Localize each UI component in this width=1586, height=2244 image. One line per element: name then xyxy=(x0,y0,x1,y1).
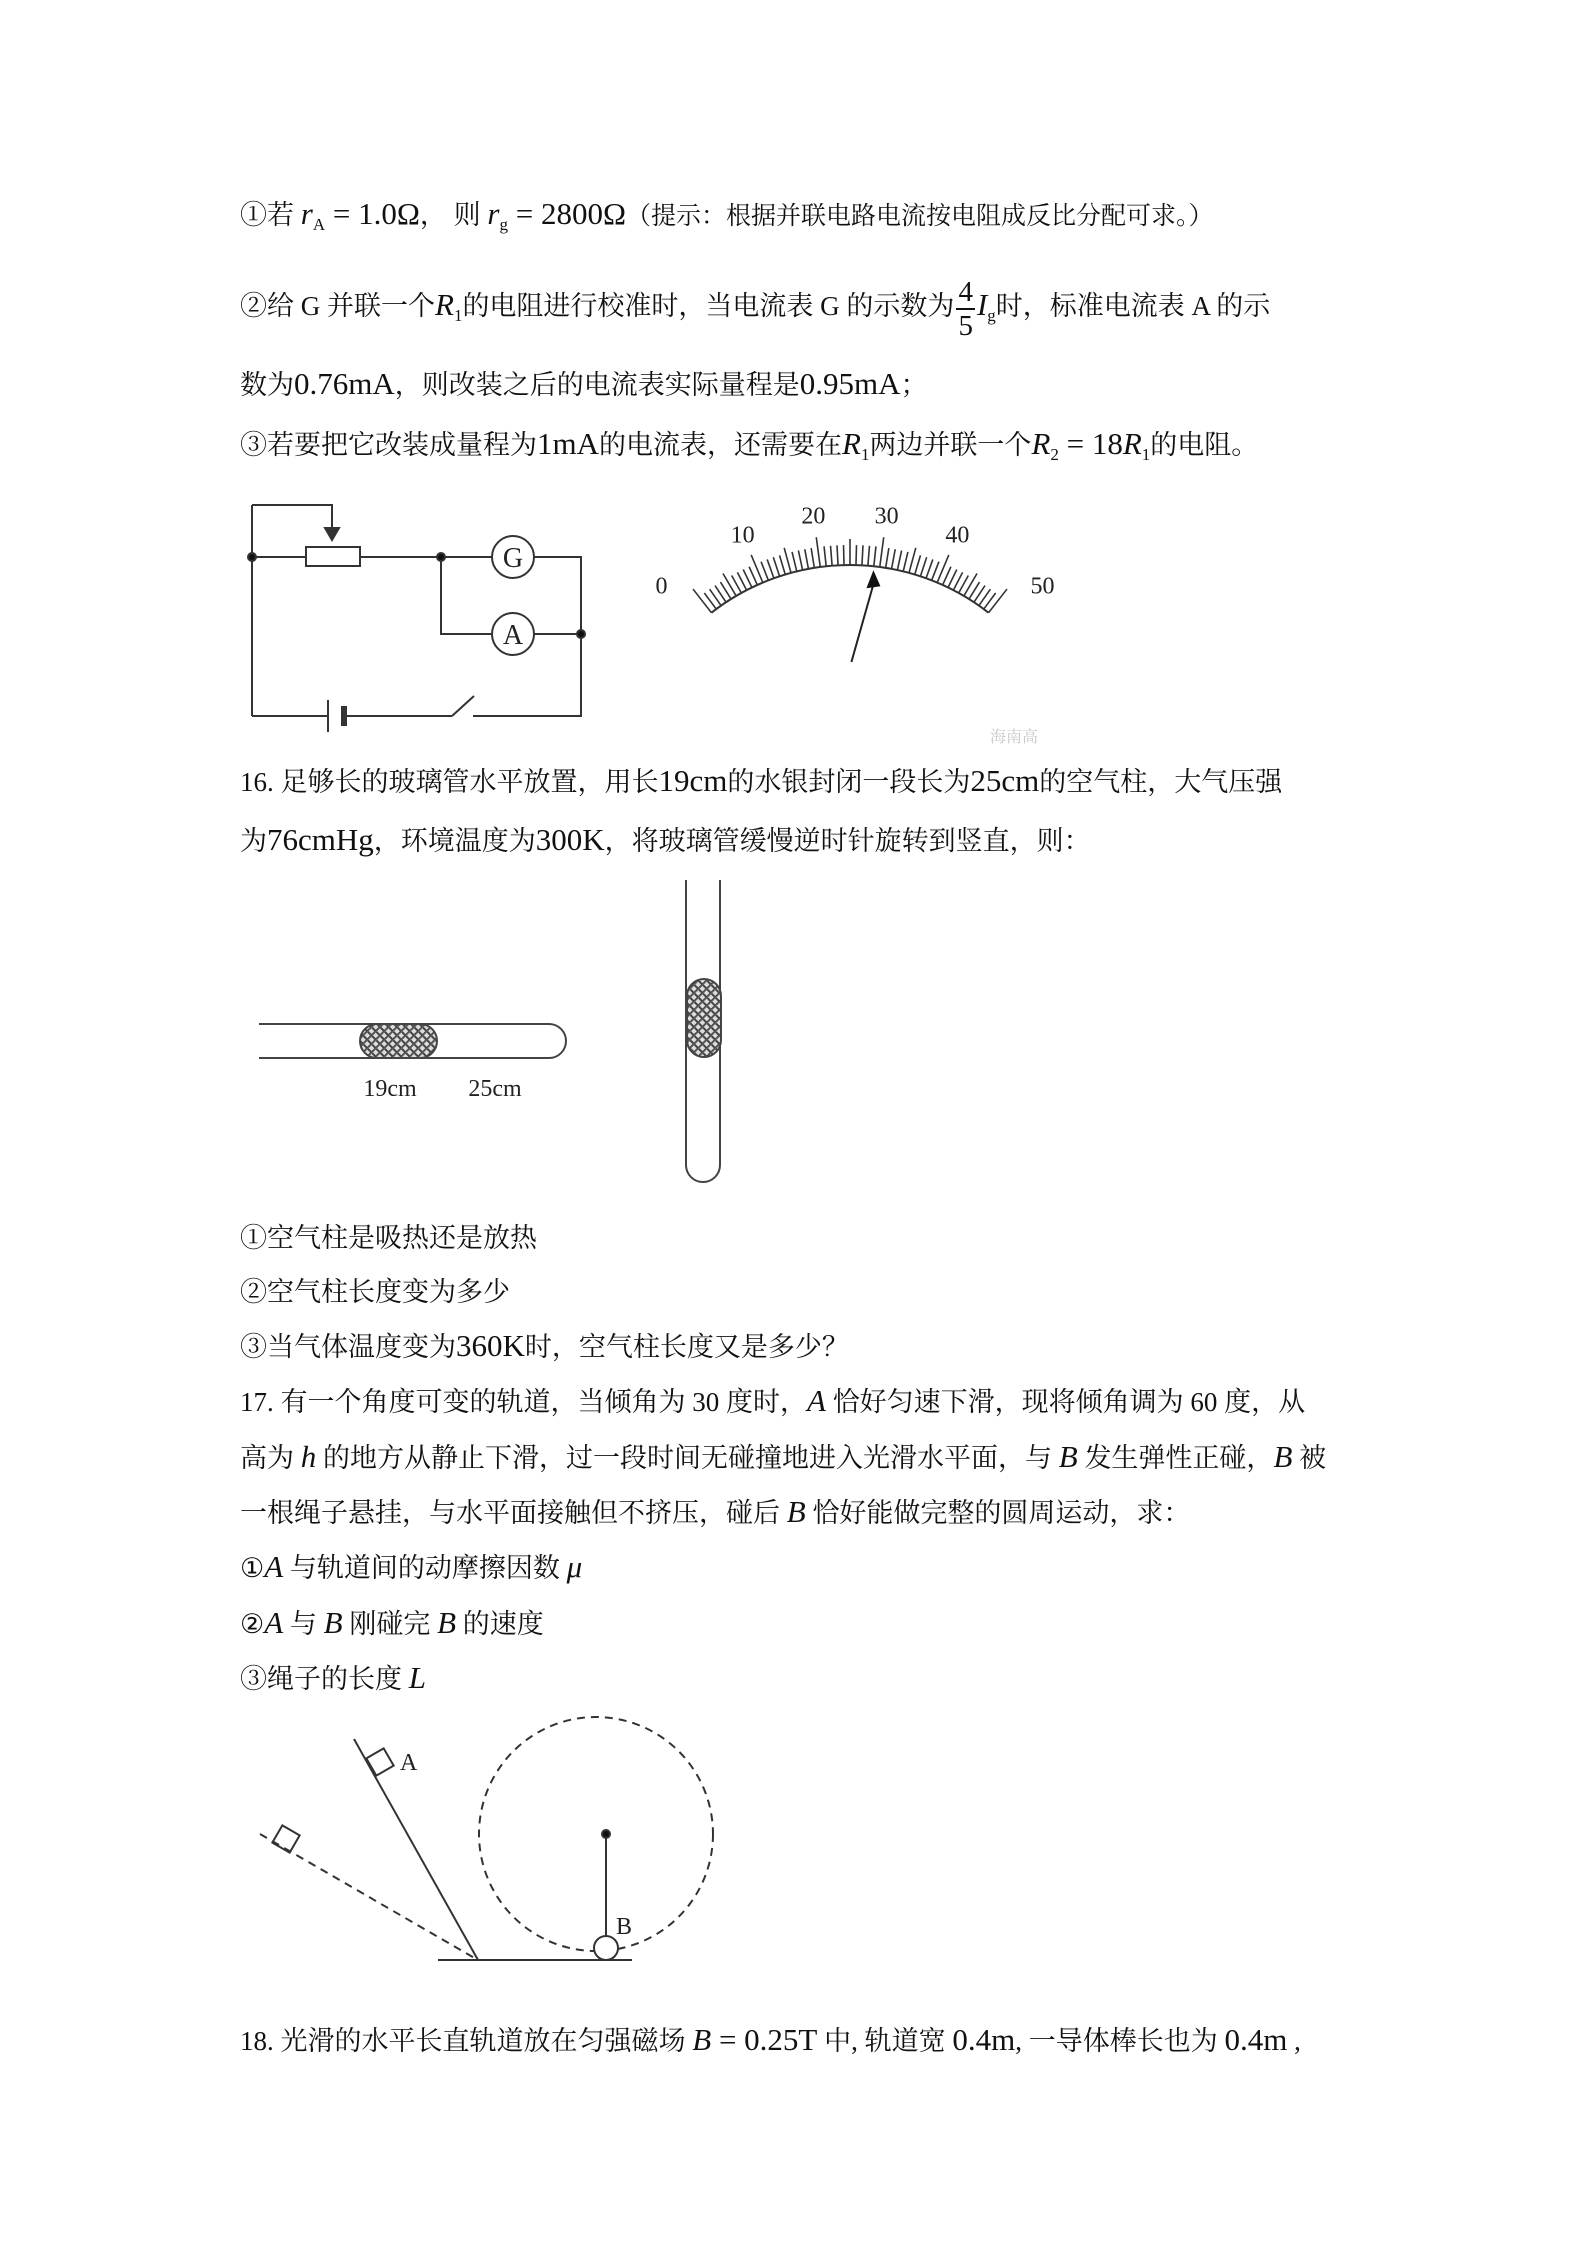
symbol: A xyxy=(807,1383,826,1418)
meter-scale-label: 0 xyxy=(655,573,668,600)
meter-tick xyxy=(937,555,949,583)
pivot-dot xyxy=(602,1830,610,1838)
text: 时，标准电流表 A 的示 xyxy=(995,291,1271,322)
value: 0.4m xyxy=(952,2022,1016,2057)
value: 19cm xyxy=(658,763,728,798)
meter-tick xyxy=(920,557,926,576)
rheostat xyxy=(306,547,360,566)
meter-tick xyxy=(824,546,826,566)
junction-dot xyxy=(577,630,585,638)
meter-tick xyxy=(693,589,711,613)
item-marker: ③ xyxy=(240,430,267,460)
value: = 0.25T xyxy=(711,2022,818,2057)
q15-part2-line1 xyxy=(240,276,1270,342)
text: 空气柱是吸热还是放热 xyxy=(267,1223,537,1253)
text: 恰好能做完整的圆周运动，求： xyxy=(805,1498,1191,1528)
meter-arc xyxy=(711,565,988,613)
text: 被 xyxy=(1292,1443,1327,1473)
text: 的电阻进行校准时，当电流表 G 的示数为 xyxy=(462,291,955,322)
ball-b xyxy=(594,1936,618,1960)
text: 为 xyxy=(240,826,267,856)
needle-arrow-icon xyxy=(866,570,880,588)
text: 16. 足够长的玻璃管水平放置，用长 xyxy=(240,767,659,797)
symbol-rg: $r_g$ xyxy=(487,196,508,234)
meter-tick xyxy=(897,550,901,570)
text: 刚碰完 xyxy=(342,1609,438,1639)
meter-tick xyxy=(862,545,863,565)
value: 0.95mA xyxy=(799,366,901,401)
meter-tick xyxy=(886,548,889,568)
q15-part2-line2 xyxy=(240,366,928,403)
symbol-rA: $r_A$ xyxy=(300,196,326,234)
symbol-R1: $R_1$ xyxy=(1122,426,1151,464)
meter-tick xyxy=(874,546,876,566)
block-a xyxy=(366,1748,393,1775)
mercury-column-vertical xyxy=(687,979,721,1057)
text: 若要把它改装成量程为 xyxy=(267,430,537,460)
meter-needle xyxy=(851,570,880,662)
q17-line2 xyxy=(240,1439,1326,1476)
meter-tick xyxy=(811,548,814,568)
meter-tick xyxy=(784,548,791,573)
q16-line2 xyxy=(240,822,1091,859)
symbol-R1: $R_1$ xyxy=(842,426,870,464)
symbol: B xyxy=(786,1494,806,1529)
text: 若 xyxy=(267,200,294,230)
text: 的地方从静止下滑，过一段时间无碰撞地进入光滑水平面，与 xyxy=(316,1443,1059,1473)
text: ，将玻璃管缓慢逆时针旋转到竖直，则： xyxy=(604,826,1091,856)
meter-tick xyxy=(773,557,779,576)
text: 与轨道间的动摩擦因数 xyxy=(283,1553,567,1583)
wire xyxy=(473,557,581,716)
text: 18. 光滑的水平长直轨道放在匀强磁场 xyxy=(240,2026,693,2056)
wire xyxy=(252,505,332,528)
meter-tick xyxy=(989,589,1007,613)
q18-line1 xyxy=(240,2022,1301,2059)
text: 数为 xyxy=(240,370,294,400)
meter-tick xyxy=(831,546,833,566)
item-marker: ② xyxy=(240,1609,265,1639)
text: ； xyxy=(900,370,928,400)
glass-tube-diagram xyxy=(240,870,760,1210)
fraction: $\frac{4}{5}$ xyxy=(958,276,973,342)
symbol: B xyxy=(1273,1439,1293,1474)
text: 的空气柱，大气压强 xyxy=(1039,767,1283,797)
text: 绳子的长度 xyxy=(267,1664,409,1694)
circular-path xyxy=(479,1717,713,1951)
text: 的水银封闭一段长为 xyxy=(727,767,971,797)
air-length-label: 25cm xyxy=(468,1076,522,1102)
slider-arrow-icon xyxy=(325,528,339,540)
q15-part1 xyxy=(240,196,1214,243)
meter-tick xyxy=(792,552,797,571)
meter-scale-label: 10 xyxy=(730,522,755,549)
q17-part1 xyxy=(240,1549,582,1586)
item-marker: ① xyxy=(240,1553,265,1583)
q16-part2 xyxy=(240,1274,510,1310)
meter-tick xyxy=(751,555,763,583)
symbol: A xyxy=(264,1549,284,1584)
circuit-diagram xyxy=(240,490,600,730)
junction-dot xyxy=(248,553,256,561)
meter-scale-label: 50 xyxy=(1030,573,1055,600)
symbol: h xyxy=(300,1439,317,1474)
meter-tick xyxy=(926,559,933,578)
q17-line1 xyxy=(240,1383,1305,1420)
q17-part2 xyxy=(240,1605,544,1642)
symbol: A xyxy=(264,1605,284,1640)
mercury-column-horizontal xyxy=(360,1024,437,1058)
symbol: B xyxy=(1058,1439,1078,1474)
meter-tick xyxy=(868,546,870,566)
value: 0.4m xyxy=(1224,2022,1288,2057)
text: 空气柱长度变为多少 xyxy=(267,1277,510,1307)
text: ，环境温度为 xyxy=(373,826,536,856)
galvanometer-label: G xyxy=(502,543,524,574)
hint-text: （提示：根据并联电路电流按电阻成反比分配可求。） xyxy=(626,203,1214,230)
text: 的速度 xyxy=(456,1609,544,1639)
meter-tick xyxy=(723,574,736,596)
text: 中, 轨道宽 xyxy=(817,2026,953,2056)
text: 恰好匀速下滑，现将倾角调为 60 度，从 xyxy=(825,1387,1306,1417)
watermark: 海南高 xyxy=(990,727,1039,746)
text: 给 G 并联一个 xyxy=(267,291,435,322)
value: 76cmHg xyxy=(267,822,374,857)
text: 发生弹性正碰， xyxy=(1077,1443,1274,1473)
symbol: B xyxy=(437,1605,457,1640)
meter-scale-label: 20 xyxy=(801,503,826,530)
meter-labels xyxy=(655,503,1054,599)
needle-shaft xyxy=(851,584,873,662)
value: 1mA xyxy=(537,426,599,461)
item-marker: ② xyxy=(240,291,267,322)
text: 当气体温度变为 xyxy=(267,1332,456,1362)
junction-dot xyxy=(437,553,445,561)
meter-scale-label: 30 xyxy=(874,503,899,530)
meter-tick xyxy=(909,548,916,573)
text: 的电阻。 xyxy=(1150,430,1259,460)
symbol: B xyxy=(692,2022,712,2057)
meter-tick xyxy=(915,555,921,574)
meter-tick xyxy=(767,559,774,578)
value: = 18 xyxy=(1058,426,1123,461)
value: 300K xyxy=(535,822,605,857)
text: ， 则 xyxy=(419,200,488,230)
block-a-label: A xyxy=(400,1750,418,1776)
meter-tick xyxy=(943,567,951,585)
symbol: B xyxy=(323,1605,343,1640)
item-marker: ① xyxy=(240,200,267,230)
ball-b-label: B xyxy=(616,1914,633,1940)
meter-tick xyxy=(903,552,908,571)
symbol: μ xyxy=(566,1549,583,1584)
item-marker: ② xyxy=(240,1277,267,1307)
meter-tick xyxy=(816,537,820,567)
value: 360K xyxy=(456,1328,525,1363)
meter-tick xyxy=(749,567,757,585)
text: 时，空气柱长度又是多少？ xyxy=(524,1332,849,1362)
text: , 一导体棒长也为 xyxy=(1015,2026,1225,2056)
ammeter-label: A xyxy=(502,620,524,651)
item-marker: ③ xyxy=(240,1664,267,1694)
q15-part3 xyxy=(240,426,1258,473)
meter-dial xyxy=(640,490,1060,746)
meter-tick xyxy=(798,550,802,570)
meter-tick xyxy=(780,555,786,574)
value-rg: = 2800Ω xyxy=(507,196,626,231)
text: , xyxy=(1287,2026,1301,2056)
text: ，则改装之后的电流表实际量程是 xyxy=(394,370,800,400)
mercury-length-label: 19cm xyxy=(363,1076,417,1102)
symbol: L xyxy=(408,1660,426,1695)
meter-scale-label: 40 xyxy=(945,522,970,549)
q16-part1 xyxy=(240,1220,537,1256)
text: 两边并联一个 xyxy=(869,430,1032,460)
value-rA: = 1.0Ω xyxy=(325,196,420,231)
symbol-R2: $R_2$ xyxy=(1031,426,1059,464)
meter-tick xyxy=(761,562,768,581)
meter-tick xyxy=(964,574,977,596)
meter-tick xyxy=(844,545,845,565)
q16-line1 xyxy=(240,763,1282,800)
text: 的电流表，还需要在 xyxy=(599,430,842,460)
q16-part3 xyxy=(240,1328,849,1365)
meter-tick xyxy=(805,549,809,569)
text: 17. 有一个角度可变的轨道，当倾角为 30 度时， xyxy=(240,1387,807,1417)
meter-tick xyxy=(856,545,857,565)
incline-30deg-dashed xyxy=(260,1834,478,1960)
symbol-Ig: $I_g$ xyxy=(976,287,996,326)
meter-tick xyxy=(837,545,838,565)
meter-tick xyxy=(892,549,896,569)
symbol-R1: $R_1$ xyxy=(435,287,463,326)
switch-lever xyxy=(452,696,474,716)
text: 高为 xyxy=(240,1443,301,1473)
q17-part3 xyxy=(240,1660,426,1697)
incline-pendulum-diagram xyxy=(240,1720,760,1990)
meter-tick xyxy=(932,562,939,581)
text: 一根绳子悬挂，与水平面接触但不挤压，碰后 xyxy=(240,1498,787,1528)
wire xyxy=(441,557,492,634)
text: 与 xyxy=(283,1609,324,1639)
value: 25cm xyxy=(970,763,1040,798)
item-marker: ③ xyxy=(240,1332,267,1362)
value: 0.76mA xyxy=(294,366,395,401)
meter-tick xyxy=(880,537,884,567)
item-marker: ① xyxy=(240,1223,267,1253)
q17-line3 xyxy=(240,1494,1190,1531)
